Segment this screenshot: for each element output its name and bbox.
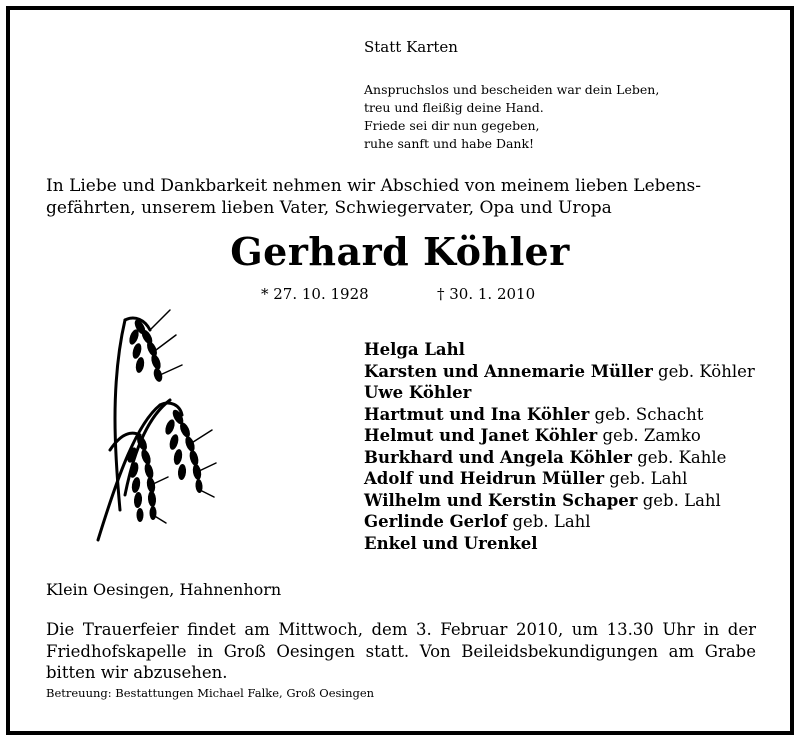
mourner-suffix: geb. Lahl [507,512,591,531]
mourner-row [364,490,755,512]
ceremony-notice: Die Trauerfeier findet am Mittwoch, dem 3. Februar 2010, um 13.30 Uhr in der Friedhofskapelle in Groß Oesingen statt. Von Beileidsbekundigungen am Grabe bitten wir abzusehen. [46,620,756,682]
mourner-row [364,511,755,533]
mourner-row [364,447,755,469]
mourner-name: Enkel und Urenkel [364,533,538,553]
mourners-list [364,339,755,554]
poem-line: treu und fleißig deine Hand. [364,100,544,115]
poem-line: Friede sei dir nun gegeben, [364,118,540,133]
mourner-name: Adolf und Heidrun Müller [364,469,605,488]
mourner-row [364,339,755,361]
intro-line-1: In Liebe und Dankbarkeit nehmen wir Abschied von meinem lieben Lebens- [46,176,702,196]
intro-text [46,175,756,219]
residence-place: Klein Oesingen, Hahnenhorn [46,580,282,599]
mourner-row [364,533,755,555]
mourner-row [364,382,755,404]
intro-line-2: gefährten, unserem lieben Vater, Schwiegervater, Opa und Uropa [46,198,612,218]
mourner-name: Wilhelm und Kerstin Schaper [364,490,638,510]
poem-line: ruhe sanft und habe Dank! [364,136,535,151]
mourner-name: Helga Lahl [364,340,465,359]
death-date: † 30. 1. 2010 [437,285,536,303]
mourner-suffix: geb. Köhler [652,361,755,381]
mourner-row [364,468,755,490]
mourner-row [364,404,755,426]
mourner-name: Uwe Köhler [364,383,472,402]
mourner-suffix: geb. Lahl [637,490,721,510]
mourner-name: Helmut und Janet Köhler [364,426,598,445]
statt-karten-label: Statt Karten [364,38,458,56]
deceased-name: Gerhard Köhler [230,229,570,274]
mourner-row [364,361,755,383]
mourner-suffix: geb. Kahle [631,447,727,467]
mourner-suffix: geb. Zamko [597,426,701,445]
mourner-row [364,425,755,447]
funeral-home-credit: Betreuung: Bestattungen Michael Falke, Groß Oesingen [46,686,375,700]
mourner-suffix: geb. Schacht [589,404,704,424]
mourner-suffix: geb. Lahl [604,469,688,488]
mourner-name: Gerlinde Gerlof [364,512,508,531]
poem-line: Anspruchslos und bescheiden war dein Leben, [364,82,660,97]
mourner-name: Karsten und Annemarie Müller [364,361,653,381]
wheat-ears-icon [90,305,220,550]
birth-date: * 27. 10. 1928 [261,285,369,303]
mourner-name: Burkhard und Angela Köhler [364,447,632,467]
mourner-name: Hartmut und Ina Köhler [364,404,590,424]
poem [364,81,659,153]
